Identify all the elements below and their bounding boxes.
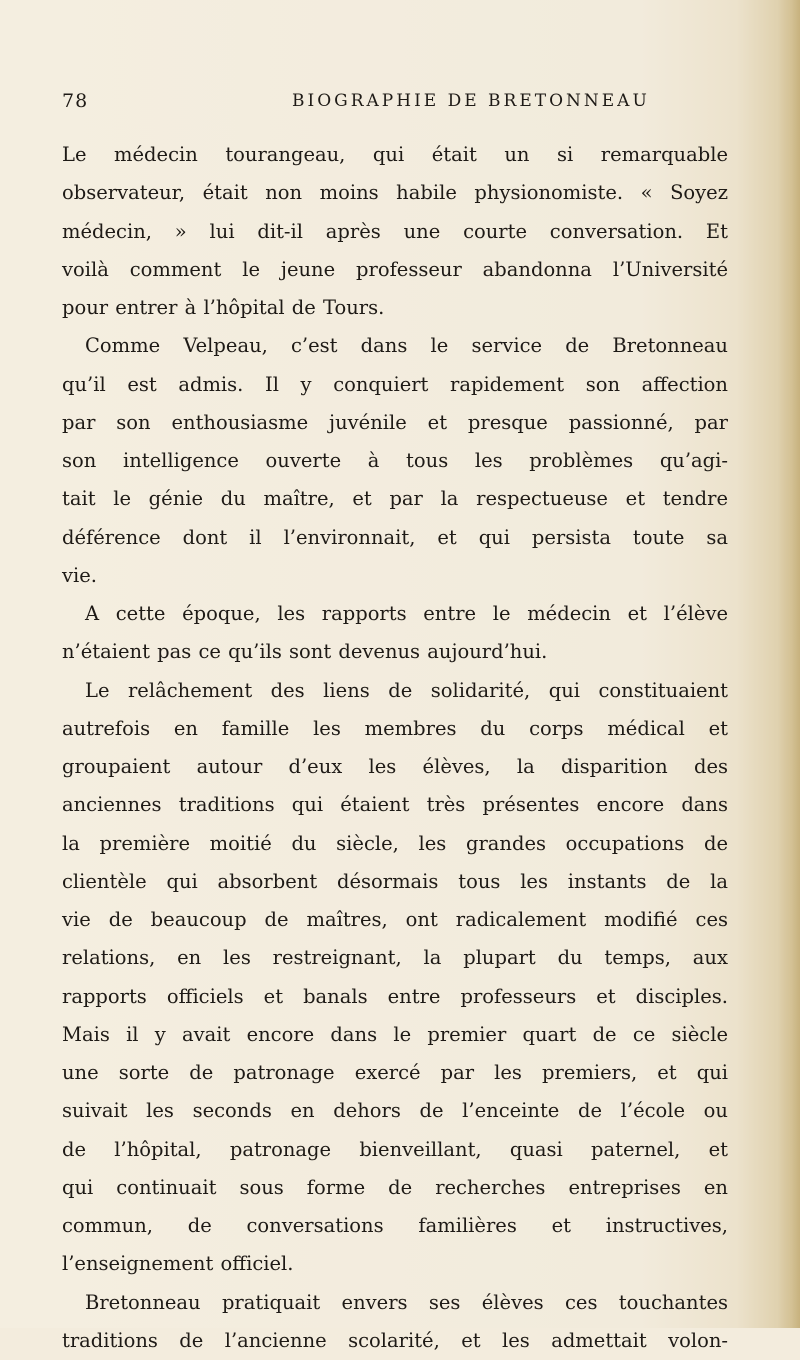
body-text — [62, 136, 728, 1360]
text-line: relations, en les restreignant, la plupart du temps, aux — [62, 946, 728, 970]
text-line: vie de beaucoup de maîtres, ont radicalement modifié ces — [62, 908, 728, 931]
text-line: rapports officiels et banals entre professeurs et disciples. — [62, 984, 728, 1008]
text-line: suivait les seconds en dehors de l’enceinte de l’école ou — [62, 1099, 728, 1123]
text-line: voilà comment le jeune professeur abandonna l’Université — [62, 257, 728, 281]
text-line: qu’il est admis. Il y conquiert rapidement son affection — [62, 372, 728, 396]
text-line: anciennes traditions qui étaient très présentes encore dans — [62, 793, 728, 817]
text-line: de l’hôpital, patronage bienveillant, quasi paternel, et — [62, 1137, 728, 1161]
running-title: BIOGRAPHIE DE BRETONNEAU — [292, 91, 650, 111]
text-line: Le médecin tourangeau, qui était un si remarquable — [62, 143, 728, 166]
text-line: tait le génie du maître, et par la respectueuse et tendre — [62, 487, 728, 511]
text-line: Comme Velpeau, c’est dans le service de Bretonneau — [85, 334, 728, 358]
page-number: 78 — [62, 90, 89, 112]
text-line: par son enthousiasme juvénile et presque passionné, par — [62, 410, 728, 434]
text-line: la première moitié du siècle, les grandes occupations de — [62, 831, 728, 855]
text-line: Bretonneau pratiquait envers ses élèves ces touchantes — [85, 1290, 728, 1314]
text-line: qui continuait sous forme de recherches entreprises en — [62, 1175, 728, 1199]
text-line: clientèle qui absorbent désormais tous les instants de la — [62, 869, 728, 893]
text-line: Le relâchement des liens de solidarité, qui constituaient — [85, 678, 728, 702]
text-line: déférence dont il l’environnait, et qui persista toute sa — [62, 525, 728, 549]
text-line: Mais il y avait encore dans le premier quart de ce siècle — [62, 1022, 728, 1046]
text-line: A cette époque, les rapports entre le médecin et l’élève — [85, 602, 728, 625]
page-header — [62, 90, 722, 120]
text-line: médecin, » lui dit-il après une courte conversation. Et — [62, 219, 728, 243]
text-line: une sorte de patronage exercé par les premiers, et qui — [62, 1061, 728, 1084]
text-line: commun, de conversations familières et instructives, — [62, 1214, 728, 1237]
text-line: n’étaient pas ce qu’ils sont devenus aujourd’hui. — [62, 640, 548, 664]
text-line: pour entrer à l’hôpital de Tours. — [62, 296, 385, 319]
page-edge-shadow — [778, 0, 800, 1328]
text-line: vie. — [62, 563, 97, 587]
text-line: l’enseignement officiel. — [62, 1252, 294, 1276]
text-line: son intelligence ouverte à tous les problèmes qu’agi- — [62, 449, 728, 472]
text-line: traditions de l’ancienne scolarité, et les admettait volon- — [62, 1328, 728, 1352]
text-line: observateur, était non moins habile physionomiste. « Soyez — [62, 181, 728, 205]
text-line: autrefois en famille les membres du corps médical et — [62, 716, 728, 740]
text-line: groupaient autour d’eux les élèves, la disparition des — [62, 755, 728, 778]
